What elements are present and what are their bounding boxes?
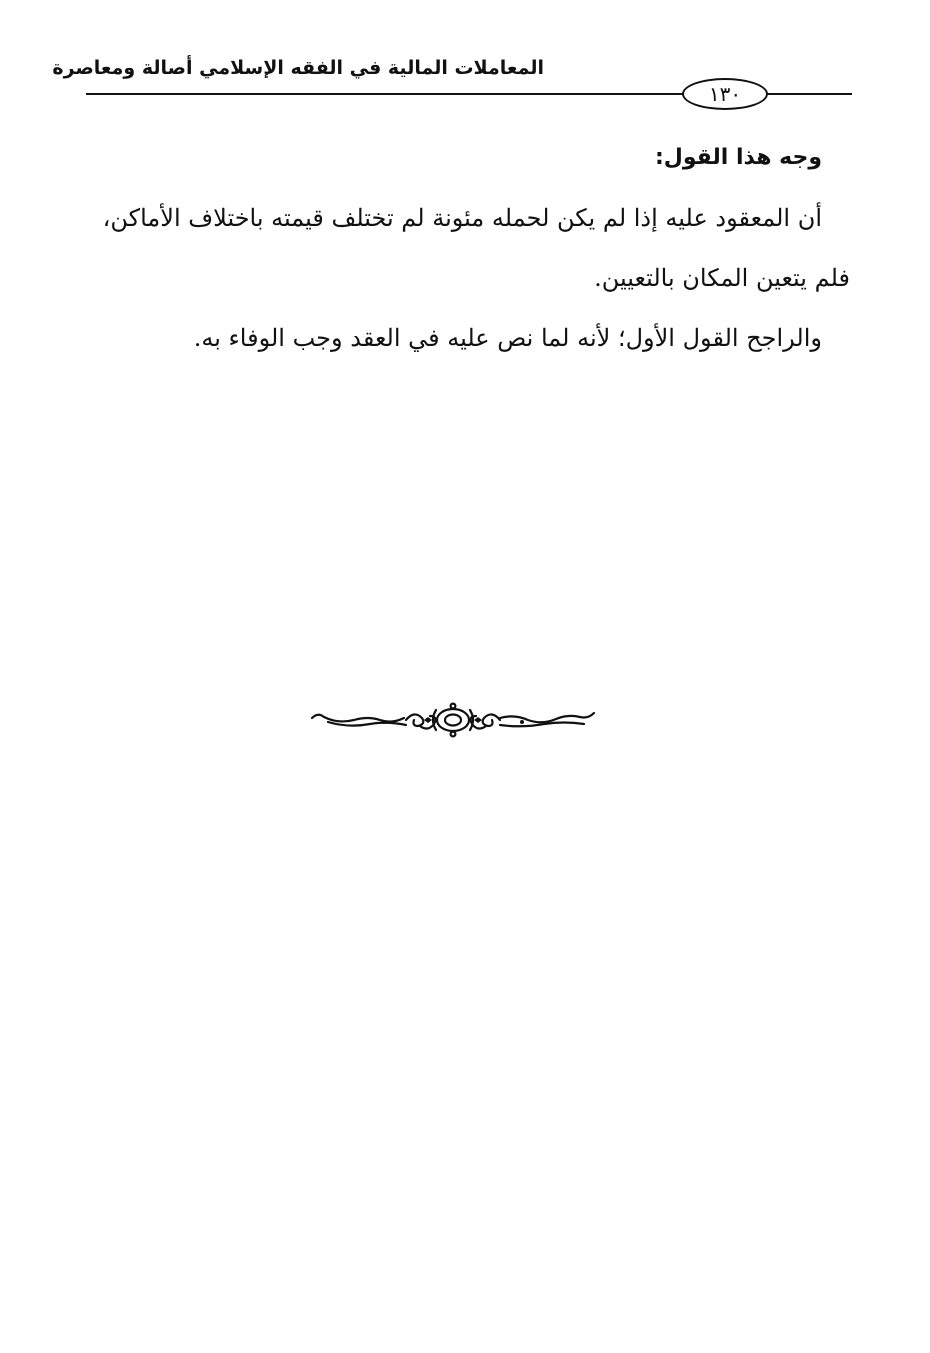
paragraph-1-line-1: أن المعقود عليه إذا لم يكن لحمله مئونة لم تختلف قيمته باختلاف الأماكن، <box>102 204 822 232</box>
section-heading: وجه هذا القول: <box>654 145 822 170</box>
paragraph-2-line-1: والراجح القول الأول؛ لأنه لما نص عليه في العقد وجب الوفاء به. <box>193 324 822 352</box>
paragraph-1-line-2: فلم يتعين المكان بالتعيين. <box>594 264 850 292</box>
running-head-title: المعاملات المالية في الفقه الإسلامي أصالة ومعاصرة <box>52 57 544 79</box>
decorative-divider-icon <box>308 700 598 740</box>
page-number: ١٣٠ <box>682 78 768 110</box>
